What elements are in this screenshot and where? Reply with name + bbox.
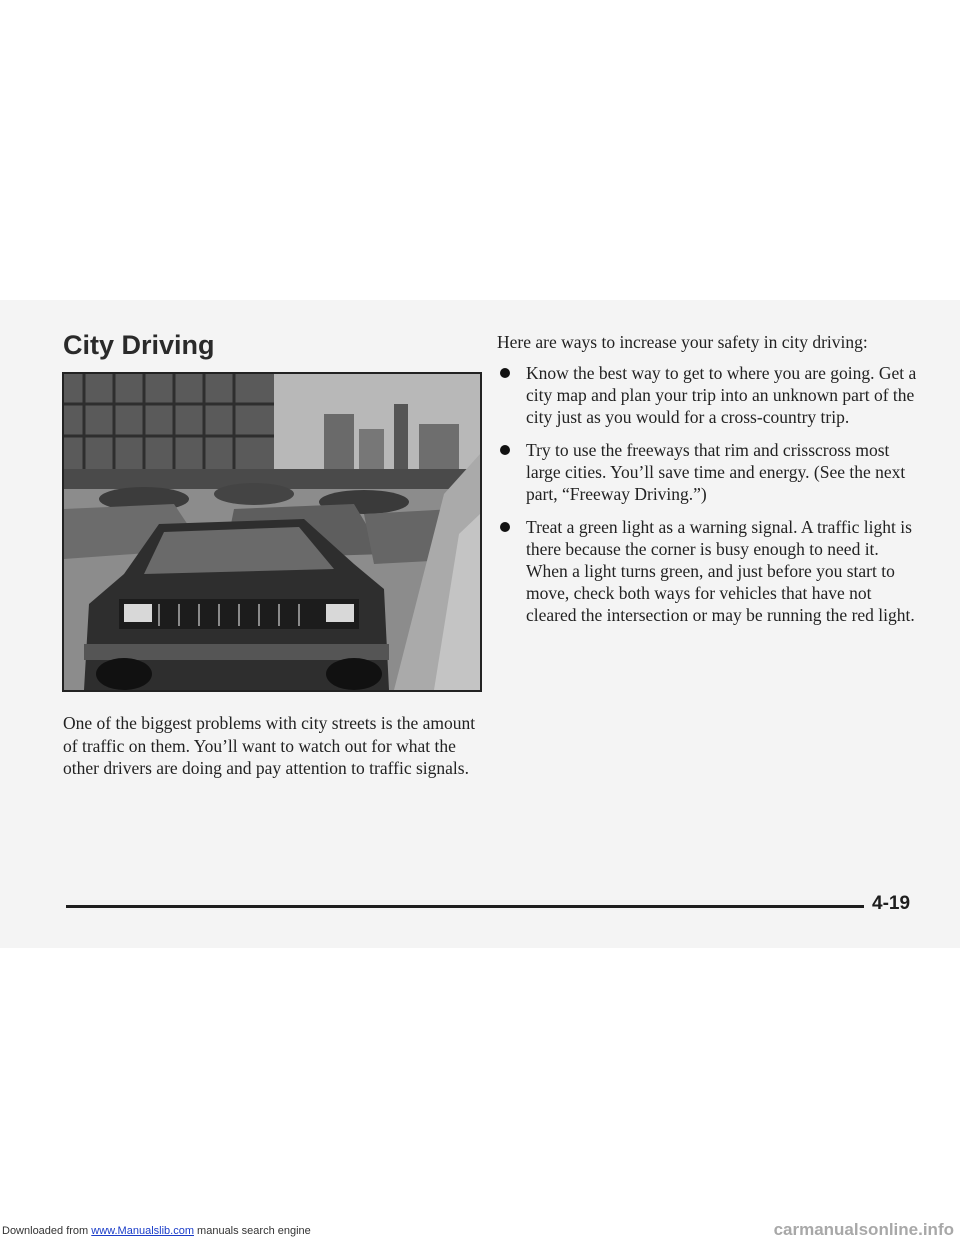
list-item — [497, 516, 917, 626]
footer-prefix: Downloaded from — [2, 1225, 89, 1237]
page-number: 4-19 — [872, 893, 911, 914]
list-item — [497, 439, 917, 505]
bullets-intro: Here are ways to increase your safety in city driving: — [497, 332, 868, 352]
bullet-icon — [500, 445, 510, 455]
manualslib-link[interactable]: www.Manualslib.com — [91, 1225, 194, 1237]
bullet-icon — [500, 522, 510, 532]
list-item-text: Know the best way to get to where you are going. Get a city map and plan your trip into an unknown part of the city just as you would for a cross-country trip. — [526, 363, 917, 427]
section-title: City Driving — [63, 330, 215, 360]
footer-rule — [66, 905, 864, 908]
footer-suffix: manuals search engine — [197, 1225, 311, 1237]
intro-paragraph: One of the biggest problems with city streets is the amount of traffic on them. You’ll want to watch out for what the other drivers are doing and pay attention to traffic signals. — [63, 713, 476, 778]
tips-list — [497, 362, 917, 637]
watermark: carmanualsonline.info — [773, 1220, 954, 1239]
bullet-icon — [500, 368, 510, 378]
city-traffic-illustration — [62, 372, 482, 692]
list-item-text: Try to use the freeways that rim and crisscross most large cities. You’ll save time and energy. (See the next part, “Freeway Driving.”) — [526, 440, 906, 504]
list-item-text: Treat a green light as a warning signal. A traffic light is there because the corner is busy enough to need it. When a light turns green, and just before you start to move, check both ways for vehicles that have not cleared the intersection or may be running the red light. — [526, 517, 915, 625]
download-footer — [2, 1225, 311, 1237]
list-item — [497, 362, 917, 428]
